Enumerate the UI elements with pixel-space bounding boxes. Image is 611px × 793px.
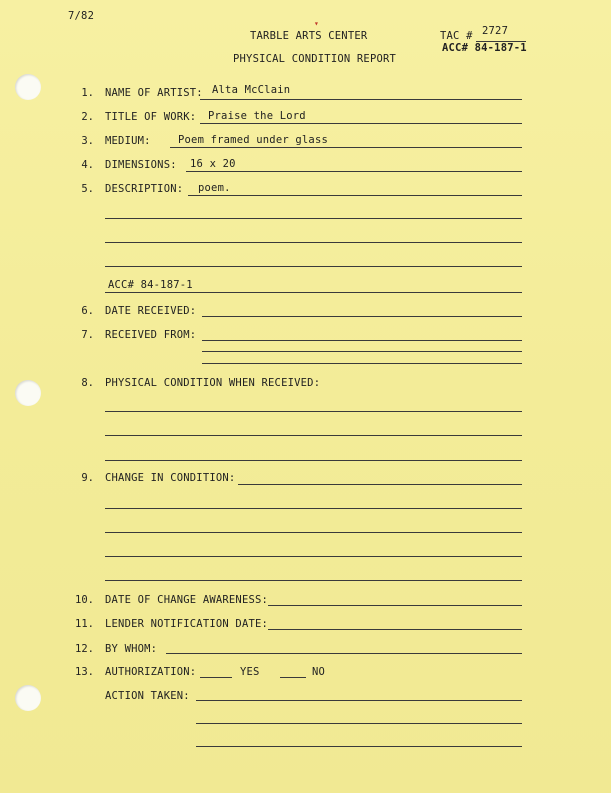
acc-underline <box>105 292 522 293</box>
physical-condition-line-1 <box>105 411 522 412</box>
field-12-number: 12. <box>75 643 94 655</box>
form-date: 7/82 <box>68 10 95 22</box>
dimensions-line <box>186 171 522 172</box>
authorization-label: AUTHORIZATION: <box>105 666 197 678</box>
change-awareness-line <box>268 605 522 606</box>
red-tick-mark: ▾ <box>314 19 319 28</box>
change-condition-line-4 <box>105 556 522 557</box>
date-received-label: DATE RECEIVED: <box>105 305 197 317</box>
received-from-line-1 <box>202 340 522 341</box>
received-from-line-2 <box>202 351 522 352</box>
field-5-number: 5. <box>81 183 94 195</box>
lender-notification-line <box>268 629 522 630</box>
change-condition-line-5 <box>105 580 522 581</box>
artist-value: Alta McClain <box>212 84 291 96</box>
dimensions-value: 16 x 20 <box>190 158 236 170</box>
description-line-1 <box>188 195 522 196</box>
physical-condition-line-2 <box>105 435 522 436</box>
dimensions-label: DIMENSIONS: <box>105 159 177 171</box>
by-whom-label: BY WHOM: <box>105 643 158 655</box>
received-from-line-3 <box>202 363 522 364</box>
tac-label: TAC # <box>440 30 473 42</box>
org-name: TARBLE ARTS CENTER <box>250 30 368 42</box>
date-received-line <box>202 316 522 317</box>
artist-label: NAME OF ARTIST: <box>105 87 203 99</box>
change-condition-line-1 <box>238 484 522 485</box>
binder-hole-bottom <box>15 685 41 711</box>
field-11-number: 11. <box>75 618 94 630</box>
binder-hole-middle <box>15 380 41 406</box>
change-condition-line-3 <box>105 532 522 533</box>
field-1-number: 1. <box>81 87 94 99</box>
change-awareness-label: DATE OF CHANGE AWARENESS: <box>105 594 269 606</box>
description-line-2 <box>105 218 522 219</box>
action-taken-line-3 <box>196 746 522 747</box>
field-3-number: 3. <box>81 135 94 147</box>
change-condition-label: CHANGE IN CONDITION: <box>105 472 236 484</box>
medium-line <box>170 147 522 148</box>
by-whom-line <box>166 653 522 654</box>
field-2-number: 2. <box>81 111 94 123</box>
no-label: NO <box>312 666 326 678</box>
tac-number: 2727 <box>482 25 509 37</box>
title-value: Praise the Lord <box>208 110 306 122</box>
field-9-number: 9. <box>81 472 94 484</box>
field-4-number: 4. <box>81 159 94 171</box>
field-10-number: 10. <box>75 594 94 606</box>
artist-line <box>200 99 522 100</box>
received-from-label: RECEIVED FROM: <box>105 329 197 341</box>
description-line-3 <box>105 242 522 243</box>
change-condition-line-2 <box>105 508 522 509</box>
action-taken-line-2 <box>196 723 522 724</box>
action-taken-label: ACTION TAKEN: <box>105 690 190 702</box>
action-taken-line-1 <box>196 700 522 701</box>
description-line-4 <box>105 266 522 267</box>
title-line <box>200 123 522 124</box>
report-title: PHYSICAL CONDITION REPORT <box>233 53 397 65</box>
yes-label: YES <box>240 666 260 678</box>
physical-condition-label: PHYSICAL CONDITION WHEN RECEIVED: <box>105 377 321 389</box>
physical-condition-line-3 <box>105 460 522 461</box>
lender-notification-label: LENDER NOTIFICATION DATE: <box>105 618 269 630</box>
medium-label: MEDIUM: <box>105 135 151 147</box>
description-label: DESCRIPTION: <box>105 183 184 195</box>
title-label: TITLE OF WORK: <box>105 111 197 123</box>
yes-blank <box>200 677 232 678</box>
acc-number-stamp: ACC# 84-187-1 <box>442 42 527 54</box>
field-13-number: 13. <box>75 666 94 678</box>
description-value: poem. <box>198 182 231 194</box>
no-blank <box>280 677 306 678</box>
acc-number-line: ACC# 84-187-1 <box>108 279 193 291</box>
field-6-number: 6. <box>81 305 94 317</box>
field-8-number: 8. <box>81 377 94 389</box>
field-7-number: 7. <box>81 329 94 341</box>
binder-hole-top <box>15 74 41 100</box>
medium-value: Poem framed under glass <box>178 134 328 146</box>
